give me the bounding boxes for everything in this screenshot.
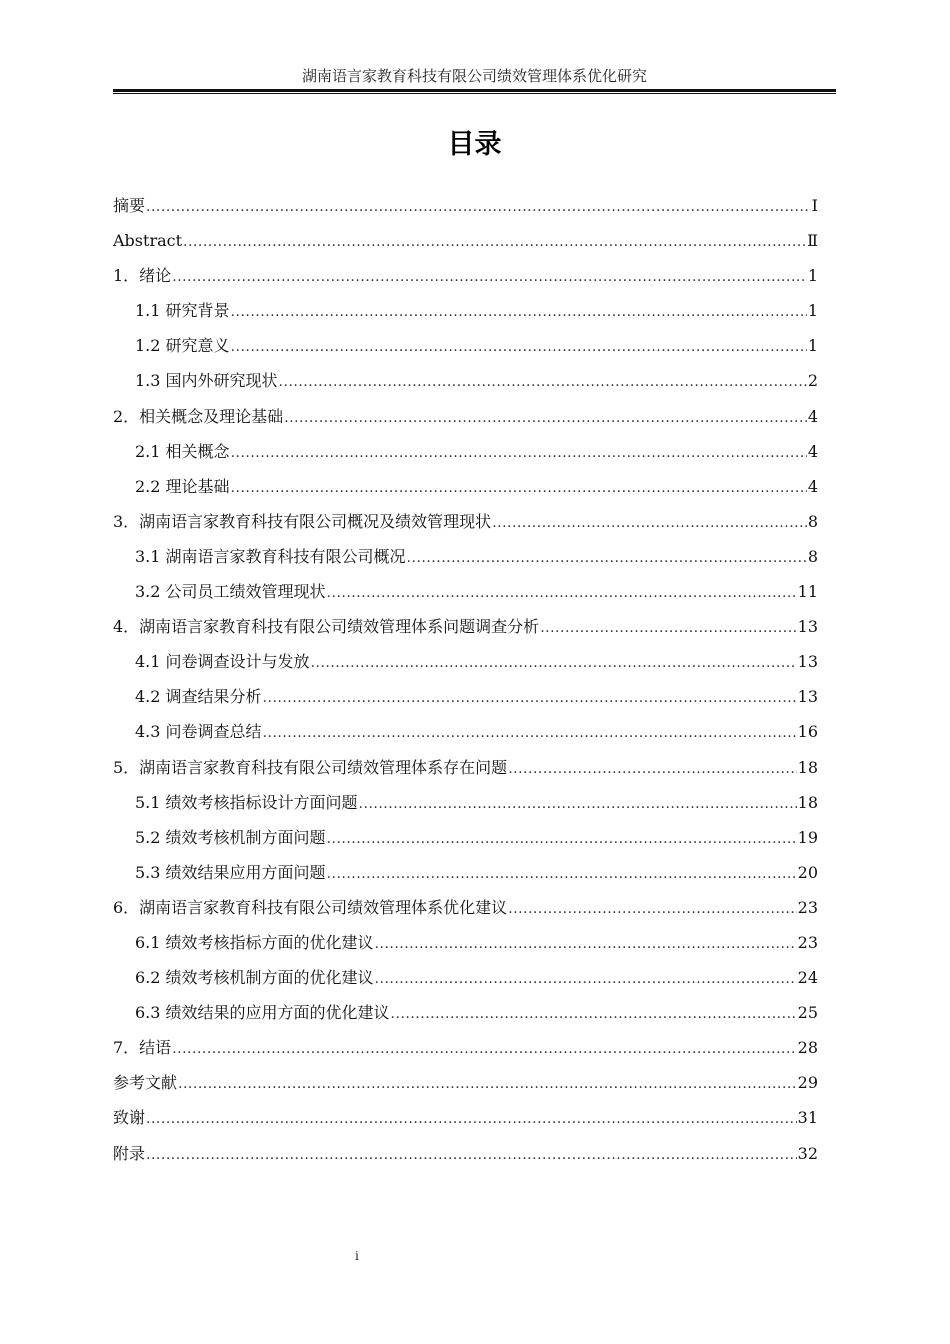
toc-entry-page: 8 (807, 546, 818, 566)
toc-dot-leader (391, 995, 797, 1032)
toc-entry[interactable] (113, 188, 818, 223)
toc-entry-page: 4 (807, 406, 818, 426)
running-header: 湖南语言家教育科技有限公司绩效管理体系优化研究 (301, 67, 647, 85)
toc-entry-page: 1 (807, 336, 818, 356)
toc-dot-leader (279, 363, 807, 400)
toc-entry[interactable] (113, 714, 818, 749)
toc-dot-leader (284, 399, 807, 436)
toc-entry-label: 摘要 (113, 196, 146, 215)
toc-dot-leader (492, 504, 807, 541)
toc-dot-leader (183, 223, 806, 260)
toc-entry-label: 2.2 理论基础 (135, 476, 230, 496)
toc-entry-page: 31 (797, 1108, 818, 1128)
toc-entry-label: 5.1 绩效考核指标设计方面问题 (135, 792, 358, 812)
toc-entry-page: 23 (797, 897, 818, 917)
toc-entry[interactable] (113, 223, 818, 258)
toc-entry[interactable] (113, 925, 818, 960)
toc-entry[interactable] (113, 363, 818, 398)
toc-entry-page: 25 (797, 1003, 818, 1023)
toc-entry-page: 13 (797, 617, 818, 637)
toc-entry-page: 1 (807, 266, 818, 286)
toc-dot-leader (311, 644, 797, 681)
toc-entry[interactable] (113, 644, 818, 679)
toc-entry[interactable] (113, 539, 818, 574)
toc-entry[interactable] (113, 1030, 818, 1065)
toc-entry-label: 5.3 绩效结果应用方面问题 (135, 862, 326, 882)
toc-entry-page: 20 (797, 862, 818, 882)
toc-entry[interactable] (113, 328, 818, 363)
toc-entry-label: 4．湖南语言家教育科技有限公司绩效管理体系问题调查分析 (113, 617, 540, 637)
toc-entry[interactable] (113, 469, 818, 504)
toc-entry-label: 5．湖南语言家教育科技有限公司绩效管理体系存在问题 (113, 757, 508, 777)
toc-entry-page: 2 (807, 371, 818, 391)
toc-entry-label: 6．湖南语言家教育科技有限公司绩效管理体系优化建议 (113, 897, 508, 917)
toc-entry-page: 18 (797, 757, 818, 777)
toc-entry-page: 11 (797, 582, 818, 602)
toc-title: 目录 (447, 129, 502, 160)
toc-entry-label: 5.2 绩效考核机制方面问题 (135, 827, 326, 847)
toc-entry[interactable] (113, 609, 818, 644)
toc-entry-label: 附录 (113, 1143, 146, 1163)
toc-dot-leader (231, 434, 807, 471)
toc-entry[interactable] (113, 960, 818, 995)
toc-entry-label: 3.2 公司员工绩效管理现状 (135, 582, 326, 602)
toc-dot-leader (327, 820, 797, 857)
toc-entry[interactable] (113, 399, 818, 434)
toc-dot-leader (327, 855, 797, 892)
toc-entry-label: 致谢 (113, 1108, 146, 1128)
toc-entry-label: 1.2 研究意义 (135, 336, 230, 356)
toc-dot-leader (508, 890, 796, 927)
toc-entry-page: 1 (807, 301, 818, 321)
toc-dot-leader (540, 609, 796, 646)
toc-entry[interactable] (113, 855, 818, 890)
toc-entry[interactable] (113, 258, 818, 293)
toc-entry-label: Abstract (113, 231, 183, 251)
toc-entry-label: 参考文献 (113, 1073, 178, 1093)
header-rule-thick (113, 89, 836, 92)
toc-entry-page: 4 (807, 476, 818, 496)
toc-dot-leader (359, 785, 797, 822)
toc-entry-label: 3.1 湖南语言家教育科技有限公司概况 (135, 546, 406, 566)
toc-dot-leader (178, 1065, 797, 1102)
toc-entry-page: 32 (797, 1143, 818, 1163)
toc-entry-page: 13 (797, 652, 818, 672)
toc-dot-leader (375, 960, 797, 997)
toc-entry-label: 6.2 绩效考核机制方面的优化建议 (135, 968, 374, 988)
toc-entry-page: I (811, 196, 818, 215)
toc-entry[interactable] (113, 574, 818, 609)
toc-entry-label: 7．结语 (113, 1038, 172, 1058)
toc-entry-label: 3．湖南语言家教育科技有限公司概况及绩效管理现状 (113, 511, 492, 531)
toc-entry-page: 24 (797, 968, 818, 988)
toc-entry-page: 13 (797, 687, 818, 707)
toc-entry[interactable] (113, 1065, 818, 1100)
toc-entry[interactable] (113, 293, 818, 328)
toc-dot-leader (172, 258, 807, 295)
toc-dot-leader (146, 1136, 797, 1173)
toc-entry-label: 1.1 研究背景 (135, 301, 230, 321)
toc-dot-leader (146, 1100, 797, 1137)
toc-entry-label: 2．相关概念及理论基础 (113, 406, 284, 426)
footer-page-number: i (355, 1249, 359, 1263)
toc-entry[interactable] (113, 504, 818, 539)
toc-entry-label: 4.3 问卷调查总结 (135, 722, 262, 742)
toc-entry-label: 4.2 调查结果分析 (135, 687, 262, 707)
toc-entry-label: 4.1 问卷调查设计与发放 (135, 652, 310, 672)
toc-dot-leader (375, 925, 797, 962)
toc-entry-page: 23 (797, 932, 818, 952)
toc-entry[interactable] (113, 750, 818, 785)
toc-dot-leader (146, 188, 811, 225)
toc-dot-leader (231, 328, 807, 365)
toc-entry[interactable] (113, 995, 818, 1030)
header-rule-thin (113, 93, 836, 94)
toc-dot-leader (508, 750, 796, 787)
toc-dot-leader (327, 574, 797, 611)
toc-entry-page: Ⅱ (807, 231, 818, 251)
toc-entry-page: 29 (797, 1073, 818, 1093)
toc-entry[interactable] (113, 1100, 818, 1135)
toc-dot-leader (407, 539, 807, 576)
toc-entry-page: 28 (797, 1038, 818, 1058)
toc-entry-label: 2.1 相关概念 (135, 441, 230, 461)
toc-entry-page: 16 (797, 722, 818, 742)
toc-entry-label: 6.3 绩效结果的应用方面的优化建议 (135, 1003, 390, 1023)
toc-dot-leader (231, 293, 807, 330)
toc-entry[interactable] (113, 679, 818, 714)
toc-entry-label: 1．绪论 (113, 266, 172, 286)
toc-entry[interactable] (113, 434, 818, 469)
toc-dot-leader (263, 679, 797, 716)
table-of-contents (113, 188, 818, 1171)
toc-entry[interactable] (113, 1136, 818, 1171)
toc-entry[interactable] (113, 890, 818, 925)
toc-dot-leader (263, 714, 797, 751)
toc-entry-label: 1.3 国内外研究现状 (135, 371, 278, 391)
toc-entry-page: 4 (807, 441, 818, 461)
toc-entry-label: 6.1 绩效考核指标方面的优化建议 (135, 932, 374, 952)
toc-entry-page: 18 (797, 792, 818, 812)
toc-entry[interactable] (113, 820, 818, 855)
toc-dot-leader (231, 469, 807, 506)
toc-entry[interactable] (113, 785, 818, 820)
toc-dot-leader (172, 1030, 796, 1067)
toc-entry-page: 8 (807, 511, 818, 531)
toc-entry-page: 19 (797, 827, 818, 847)
